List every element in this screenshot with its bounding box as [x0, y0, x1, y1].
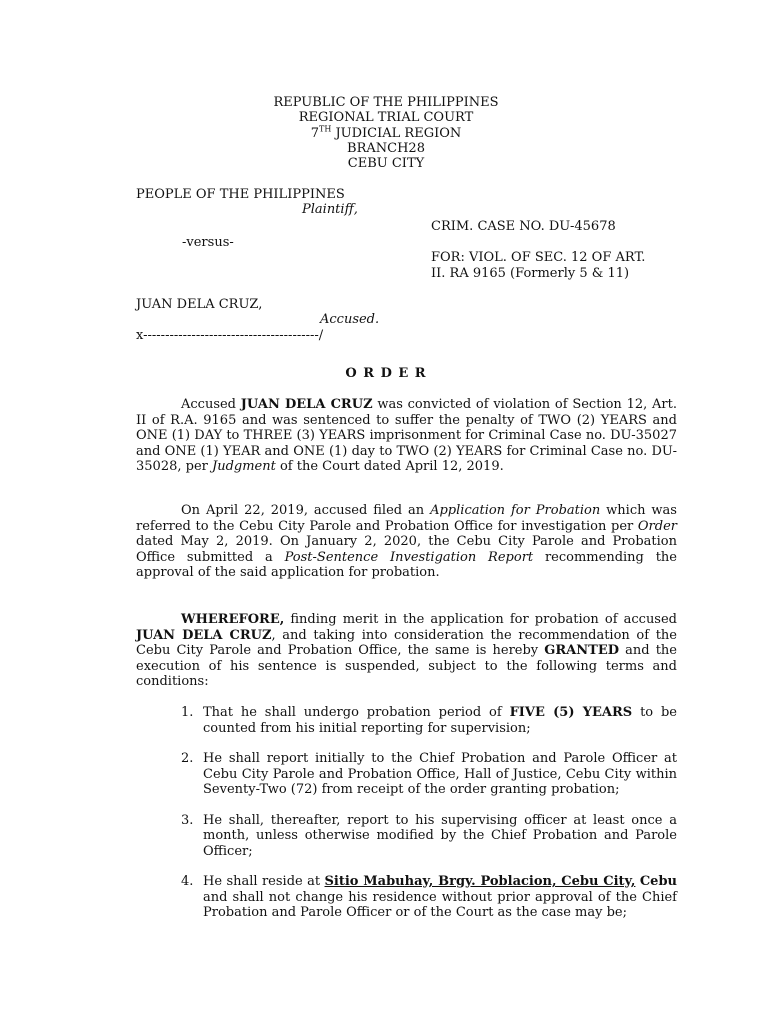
header-region: 7TH JUDICIAL REGION: [310, 124, 462, 141]
paragraph-wherefore: WHEREFORE, finding merit in the application for probation of accused JUAN DELA CRUZ, and taking into consideration the recommendation of the Cebu City Parole and Probation Office, the same is hereby GRANTED and the execution of his sentence is suspended, subject to the following terms and conditions:: [136, 612, 677, 689]
header-court: REGIONAL TRIAL COURT: [298, 110, 474, 126]
accused-name-bold: JUAN DELA CRUZ: [240, 397, 373, 412]
offense-line-2: II. RA 9165 (Formerly 5 & 11): [431, 266, 630, 281]
case-number: CRIM. CASE NO. DU-45678: [431, 219, 616, 234]
plaintiff-label: Plaintiff,: [302, 202, 358, 217]
accused-name: JUAN DELA CRUZ,: [136, 297, 263, 312]
caption-separator: x----------------------------------------/: [136, 328, 324, 343]
condition-item: 3. He shall, thereafter, report to his supervising officer at least once a month, unless otherwise modified by the Chief Probation and Parole Officer;: [181, 812, 677, 859]
residence-address: Sitio Mabuhay, Brgy. Poblacion, Cebu City,: [324, 874, 636, 889]
versus-label: -versus-: [182, 235, 234, 250]
header-branch: BRANCH28: [347, 140, 425, 156]
plaintiff-name: PEOPLE OF THE PHILIPPINES: [136, 187, 345, 202]
accused-label: Accused.: [320, 312, 380, 327]
condition-item: 2. He shall report initially to the Chief Probation and Parole Officer at Cebu City Parole and Probation Office, Hall of Justice, Cebu City within Seventy-Two (72) from receipt of the order granting probation;: [181, 751, 677, 797]
court-header: [236, 95, 536, 171]
paragraph-application: On April 22, 2019, accused filed an Application for Probation which was referred to the Cebu City Parole and Probation Office for investigation per Order dated May 2, 2019. On January 2, 2020, the Cebu City Parole and Probation Office submitted a Post-Sentence Investigation Report recommending the approval of the said application for probation.: [136, 503, 677, 580]
order-title: O R D E R: [345, 366, 427, 381]
conditions-list: [181, 705, 677, 936]
condition-item: 1. That he shall undergo probation period of FIVE (5) YEARS to be counted from his initial reporting for supervision;: [181, 705, 677, 736]
header-city: CEBU CITY: [347, 156, 425, 172]
offense-line-1: FOR: VIOL. OF SEC. 12 OF ART.: [431, 250, 646, 265]
condition-item: 4. He shall reside at Sitio Mabuhay, Brgy. Poblacion, Cebu City, Cebu and shall not change his residence without prior approval of the Chief Probation and Parole Officer or of the Court as the case may be;: [181, 874, 677, 920]
header-republic: REPUBLIC OF THE PHILIPPINES: [273, 95, 499, 110]
paragraph-conviction: Accused JUAN DELA CRUZ was convicted of violation of Section 12, Art. II of R.A. 9165 and was sentenced to suffer the penalty of TWO (2) YEARS and ONE (1) DAY to THREE (3) YEARS imprisonment for Criminal Case no. DU-35027 and ONE (1) YEAR and ONE (1) day to TWO (2) YEARS for Criminal Case no. DU-35028, per Judgment of the Court dated April 12, 2019.: [136, 397, 677, 474]
